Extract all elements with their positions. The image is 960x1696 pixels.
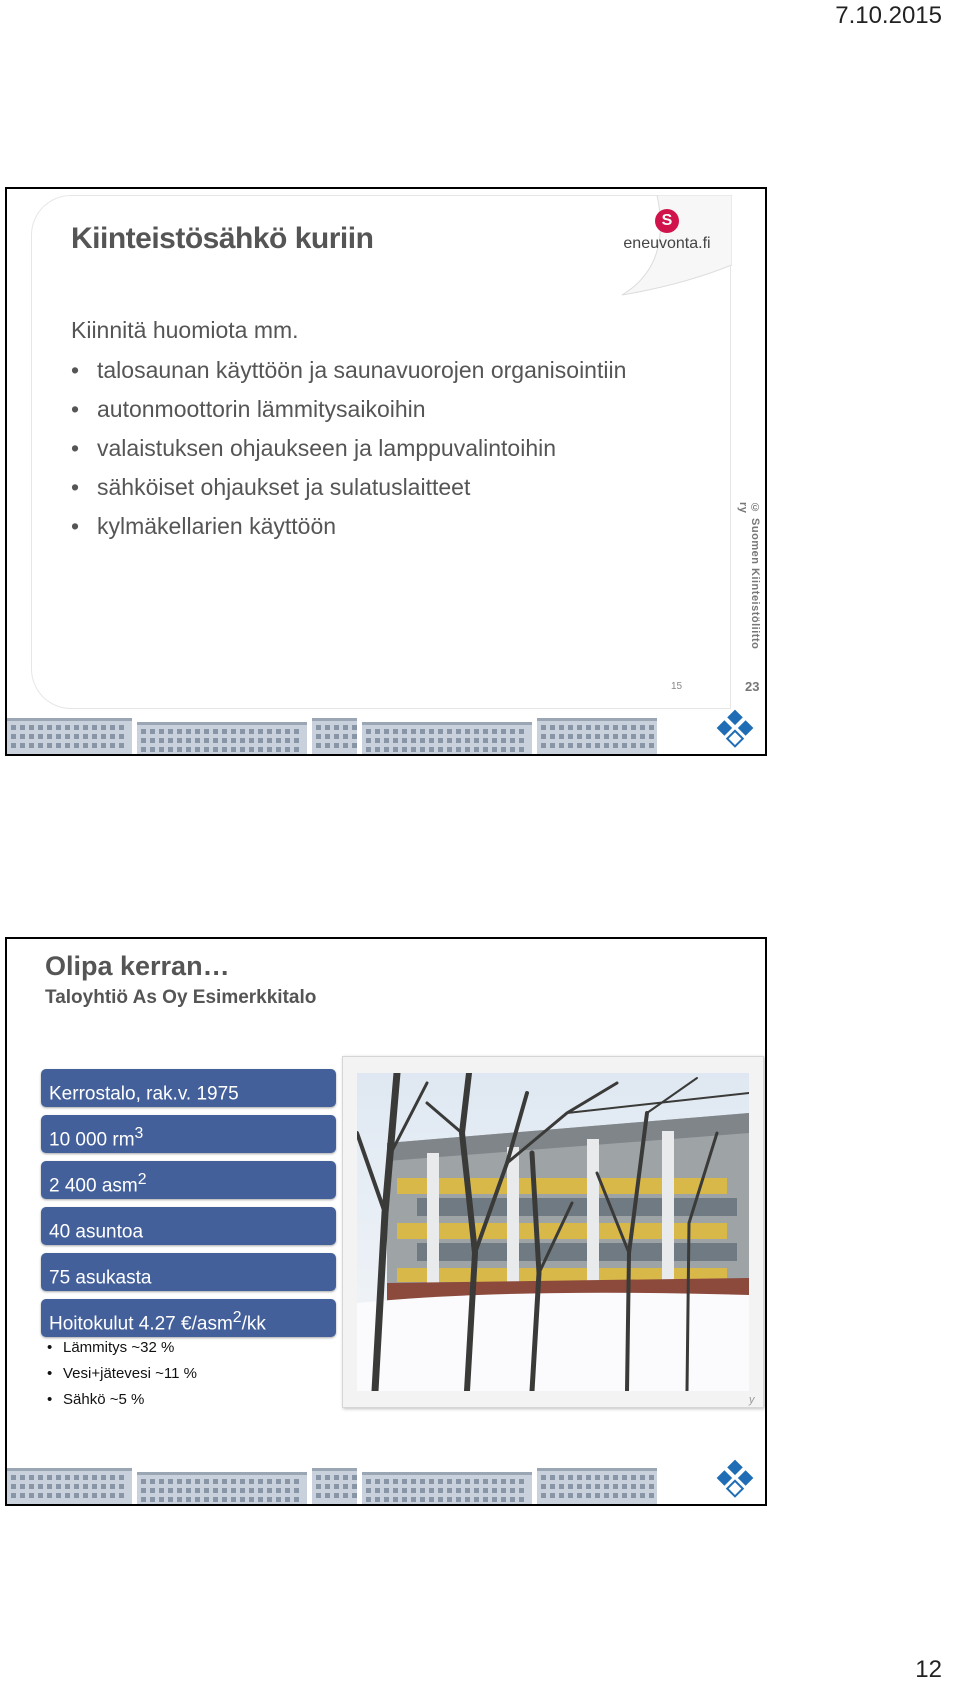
- list-item: • Sähkö ~5 %: [47, 1391, 197, 1417]
- info-box-text: 2 400 asm: [49, 1175, 138, 1197]
- info-box: [41, 1207, 336, 1245]
- list-item: • valaistuksen ohjaukseen ja lamppuvalintoihin: [71, 435, 626, 474]
- info-box-text: 75 asukasta: [49, 1267, 152, 1289]
- info-box-text: 10 000 rm: [49, 1129, 135, 1151]
- info-box: [41, 1253, 336, 1291]
- slide-olipa-kerran: [5, 937, 767, 1506]
- slide-number: 23: [745, 679, 760, 694]
- slide-title: Olipa kerran…: [45, 951, 230, 981]
- cost-breakdown-list: [47, 1339, 197, 1417]
- info-box-sup: 2: [137, 1171, 147, 1188]
- info-box-sup: 2: [232, 1309, 242, 1326]
- list-item: • autonmoottorin lämmitysaikoihin: [71, 396, 626, 435]
- page-number: 12: [915, 1656, 942, 1683]
- list-item: • sähköiset ohjaukset ja sulatuslaitteet: [71, 474, 626, 513]
- eneuvonta-logo-icon: S: [655, 209, 679, 233]
- eneuvonta-brand: [607, 209, 727, 253]
- info-box-suffix: /kk: [241, 1313, 266, 1335]
- building-strip-icon: [7, 710, 765, 754]
- brand-name: eneuvonta.fi: [623, 235, 711, 252]
- slide-intro: Kiinnitä huomiota mm.: [71, 317, 299, 343]
- list-item: • Lämmitys ~32 %: [47, 1339, 197, 1365]
- building-photo: [342, 1056, 764, 1408]
- info-box: [41, 1115, 336, 1153]
- slide-title: Kiinteistösähkö kuriin: [71, 222, 374, 255]
- info-box: [41, 1161, 336, 1199]
- small-page-mark: 15: [671, 681, 683, 692]
- info-box-text: Hoitokulut 4.27 €/asm: [49, 1313, 233, 1335]
- info-box: [41, 1069, 336, 1107]
- info-box-text: Kerrostalo, rak.v. 1975: [49, 1083, 239, 1105]
- vertical-copyright: © Suomen Kiinteistöliitto ry: [737, 502, 761, 650]
- list-item: • Vesi+jätevesi ~11 %: [47, 1365, 197, 1391]
- kiinteistoliitto-logo-icon: [713, 1456, 757, 1500]
- apartment-building-image: [357, 1073, 749, 1391]
- info-box: [41, 1299, 336, 1337]
- info-box-text: 40 asuntoa: [49, 1221, 144, 1243]
- info-box-sup: 3: [134, 1125, 144, 1142]
- building-strip-icon: [7, 1460, 765, 1504]
- faint-copyright-mark: y: [749, 1394, 755, 1406]
- slide-subtitle: Taloyhtiö As Oy Esimerkkitalo: [45, 987, 317, 1008]
- kiinteistoliitto-logo-icon: [713, 706, 757, 750]
- bullet-list: [71, 357, 626, 552]
- slide-kiinteistosahko: [5, 187, 767, 756]
- list-item: • kylmäkellarien käyttöön: [71, 513, 626, 552]
- page-date: 7.10.2015: [835, 2, 942, 29]
- list-item: • talosaunan käyttöön ja saunavuorojen organisointiin: [71, 357, 626, 396]
